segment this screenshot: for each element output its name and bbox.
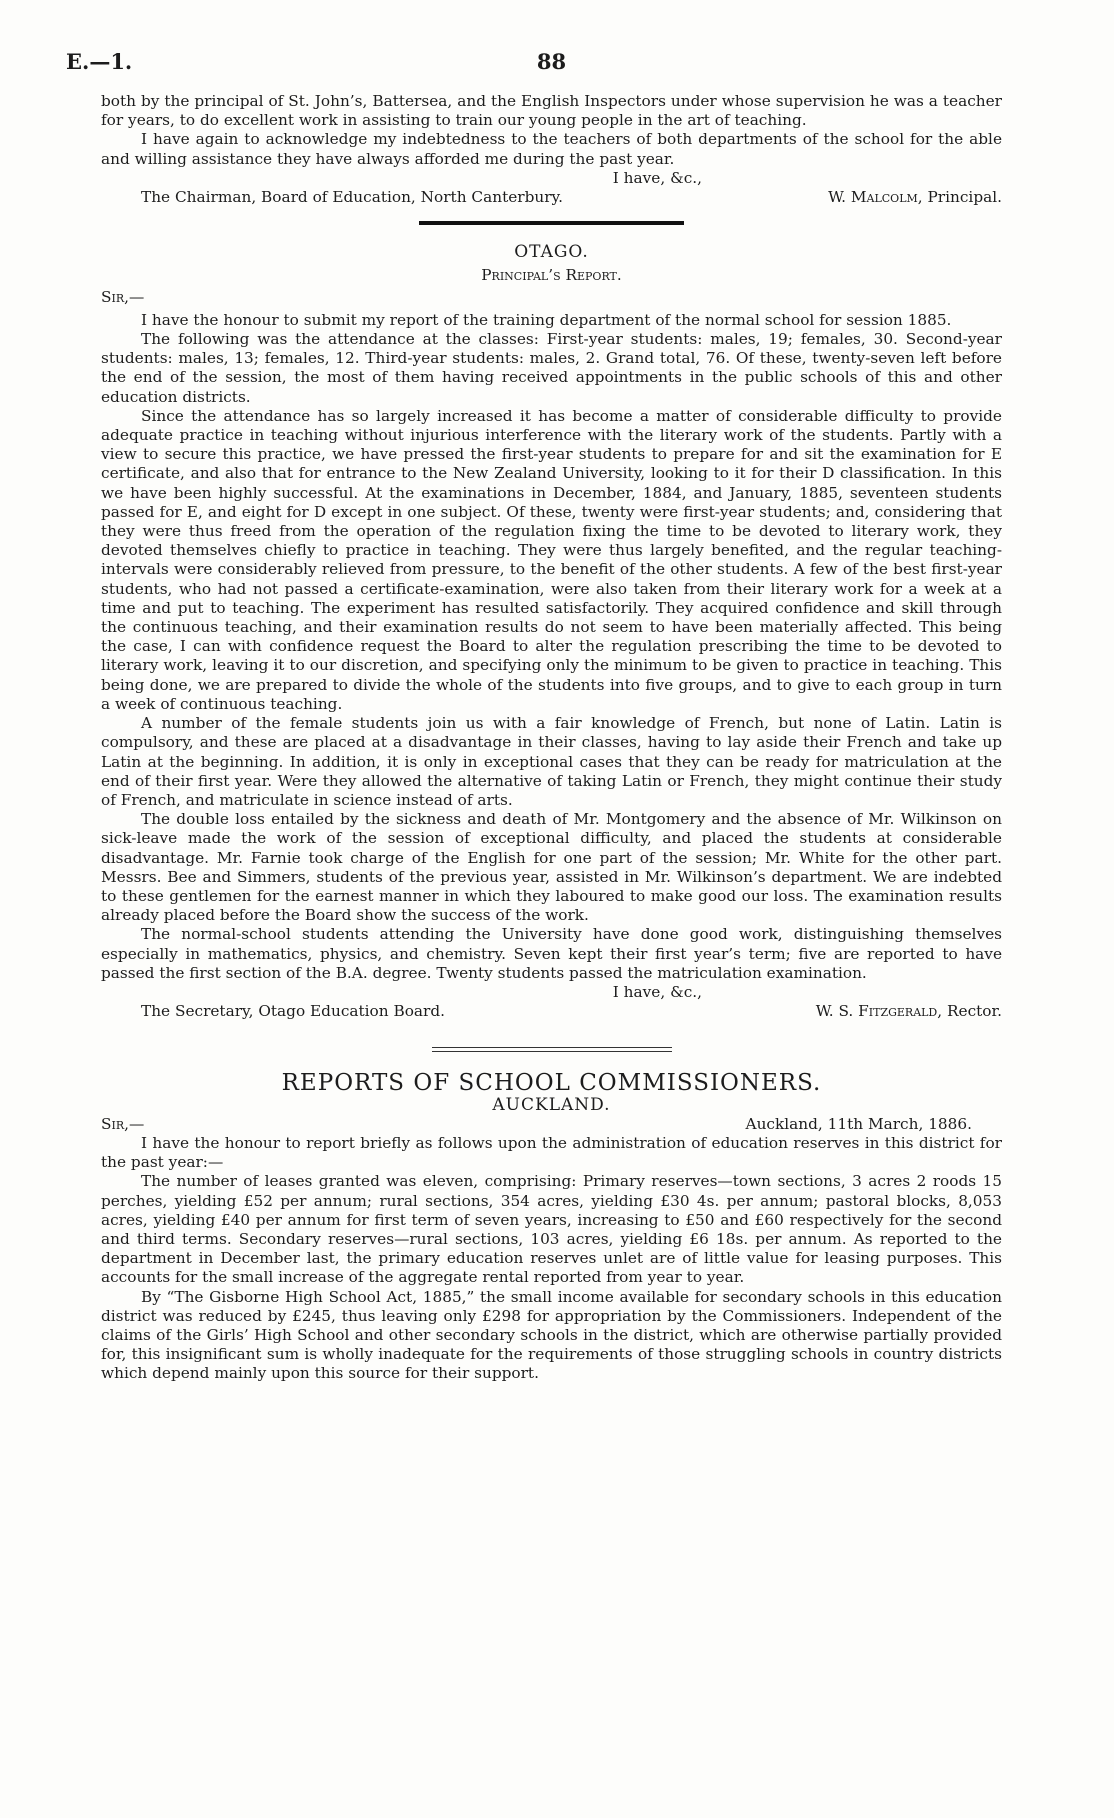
paragraph: Since the attendance has so largely increased it has become a matter of considerable difficulty to provide adequate practice in teaching without injurious interference with the literary work of the students. Partly with a view to secure this practice, we have pressed the first-year students to prepare for and sit the examination for E certificate, and also that for entrance to the New Zealand University, looking to it for their D classification. In this we have been highly successful. At the examinations in December, 1884, and January, 1885, seventeen students passed for E, and eight for D except in one subject. Of these, twenty were first-year students; and, considering that they were thus freed from the operation of the regulation fixing the time to be devoted to literary work, they devoted themselves chiefly to practice in teaching. They were thus largely benefited, and the regular teaching-intervals were considerably relieved from pressure, to the benefit of the other students. A few of the best first-year students, who had not passed a certificate-examination, were also taken from their literary work for a week at a time and put to teaching. The experiment has resulted satisfactorily. They acquired confidence and skill through the continuous teaching, and their examination results do not seem to have been materially affected. This being the case, I can with confidence request the Board to alter the regulation prescribing the time to be devoted to literary work, leaving it to our discretion, and specifying only the minimum to be given to practice in teaching. This being done, we are prepared to divide the whole of the students into five groups, and to give to each group in turn a week of continuous teaching. [101,406,1002,713]
addressee: The Chairman, Board of Education, North Canterbury. [141,188,564,207]
paragraph: I have the honour to submit my report of the training department of the normal school for session 1885. [141,310,952,329]
paragraph: A number of the female students join us with a fair knowledge of French, but none of Latin. Latin is compulsory, and these are placed at a disadvantage in their classes, having to lay aside their French and take up Latin at the beginning. In addition, it is only in exceptional cases that they can be ready for matriculation at the end of their first year. Were they allowed the alternative of taking Latin or French, they might continue their study of French, and matriculate in science instead of arts. [101,714,1002,809]
paragraph: The double loss entailed by the sickness and death of Mr. Montgomery and the absence of Mr. Wilkinson on sick-leave made the work of the session of exceptional difficulty, and placed the students at considerable disadvantage. Mr. Farnie took charge of the English for one part of the session; Mr. White for the other part. Messrs. Bee and Simmers, students of the previous year, assisted in Mr. Wilkinson’s department. We are indebted to these gentlemen for the earnest manner in which they laboured to make good our loss. The examination results already placed before the Board show the success of the work. [101,810,1002,925]
signatory [828,188,1002,207]
paragraph: The normal-school students attending the University have done good work, distinguishing themselves especially in mathematics, physics, and chemistry. Seven kept their first year’s term; five are reported to have passed the first section of the B.A. degree. Twenty students passed the matriculation examination. [101,925,1002,982]
salutation: Sir,— [101,1114,145,1133]
section-divider [432,1047,672,1052]
letter-date: Auckland, 11th March, 1886. [745,1114,972,1133]
section-title: OTAGO. [514,242,589,263]
paragraph: By “The Gisborne High School Act, 1885,” the small income available for secondary schools in this education district was reduced by £245, thus leaving only £298 for appropriation by the Commissioners. Independent of the claims of the Girls’ High School and other secondary schools in the district, which are otherwise partially provided for, this insignificant sum is wholly inadequate for the requirements of those struggling schools in country districts which depend mainly upon this source for their support. [101,1287,1002,1383]
signature-row [101,1002,1002,1021]
section-divider [419,221,684,225]
paragraph: The following was the attendance at the classes: First-year students: males, 19; females, 30. Second-year students: males, 13; females, 12. Third-year students: males, 2. Grand total, 76. Of these, twenty-seven left before the end of the session, the most of them having received appointments in the public schools of this and other education districts. [101,330,1002,406]
otago-report [101,243,1002,1021]
section-subtitle: Principal’s Report. [481,266,622,285]
section-code: E.—1. [66,49,133,74]
signatory-title: Principal. [927,188,1002,207]
canterbury-report [101,92,1002,207]
paragraph: I have again to acknowledge my indebtedness to the teachers of both departments of the school for the able and willing assistance they have always afforded me during the past year. [101,130,1002,168]
paragraph: both by the principal of St. John’s, Battersea, and the English Inspectors under whose supervision he was a teacher for years, to do excellent work in assisting to train our young people in the art of teaching. [101,92,1002,130]
salutation: Sir,— [101,287,145,306]
signature-row [101,188,1002,207]
page-number: 88 [536,49,567,74]
section-title: AUCKLAND. [492,1094,611,1115]
paragraph: I have the honour to report briefly as follows upon the administration of education reserves in this district for the past year:— [101,1133,1002,1172]
addressee: The Secretary, Otago Education Board. [141,1002,446,1021]
commissioners-report [101,1070,1002,1383]
running-head [66,49,1002,92]
signatory-name: W. Malcolm, [828,188,923,207]
signatory-name: W. S. Fitzgerald, [815,1002,943,1021]
signatory-title: Rector. [947,1002,1002,1021]
salutation-row [101,1115,1002,1134]
paragraph: The number of leases granted was eleven, comprising: Primary reserves—town sections, 3 acres 2 roods 15 perches, yielding £52 per annum; rural sections, 354 acres, yielding £30 4s. per annum; pastoral blocks, 8,053 acres, yielding £40 per annum for first term of seven years, increasing to £50 and £60 respectively for the second and third terms. Secondary reserves—rural sections, 103 acres, yielding £6 18s. per annum. As reported to the department in December last, the primary education reserves unlet are of little value for leasing purposes. This accounts for the small increase of the aggregate rental reported from year to year. [101,1172,1002,1287]
report-heading: REPORTS OF SCHOOL COMMISSIONERS. [281,1070,822,1097]
closing-line: I have, &c., [612,982,702,1001]
signatory [816,1002,1002,1021]
closing-line: I have, &c., [612,168,702,187]
